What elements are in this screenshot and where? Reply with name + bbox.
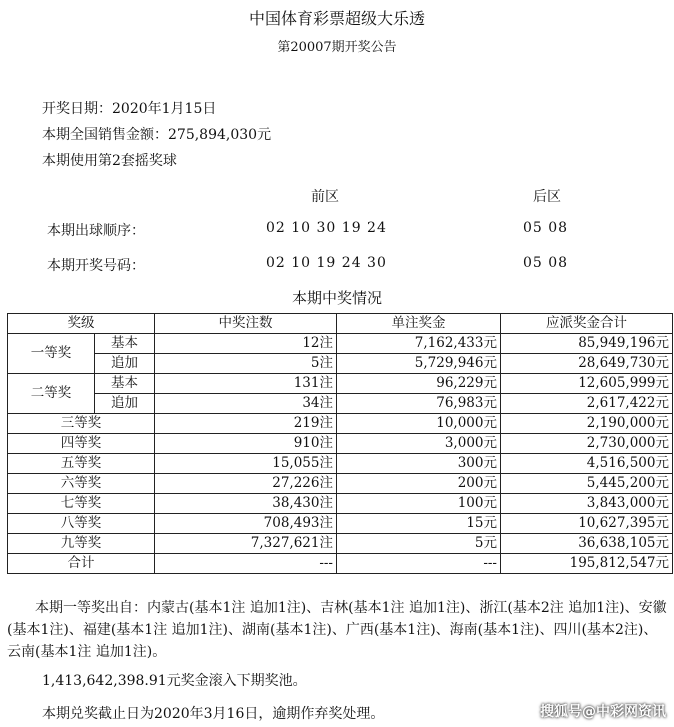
count-cell: 12注 [155, 334, 337, 354]
grand-total-cell: 195,812,547元 [501, 554, 673, 574]
draw-date: 开奖日期：2020年1月15日 [42, 101, 217, 117]
count-cell: 708,493注 [155, 514, 337, 534]
draw-order-label: 本期出球顺序： [47, 223, 145, 239]
count-cell: 15,055注 [155, 454, 337, 474]
sub-level-cell: 追加 [95, 394, 155, 414]
level-cell: 二等奖 [8, 374, 95, 414]
winning-numbers-label: 本期开奖号码： [47, 258, 145, 274]
count-cell: 34注 [155, 394, 337, 414]
table-row [8, 474, 673, 494]
table-header-row [8, 314, 673, 334]
count-cell: 910注 [155, 434, 337, 454]
count-cell: 7,327,621注 [155, 534, 337, 554]
winning-back-numbers: 05 08 [523, 255, 569, 271]
total-cell: 2,190,000元 [501, 414, 673, 434]
unit-cell: 3,000元 [337, 434, 501, 454]
back-zone-label: 后区 [533, 189, 561, 205]
table-row [8, 514, 673, 534]
table-total-row [8, 554, 673, 574]
header-count: 中奖注数 [155, 314, 337, 334]
count-cell: 5注 [155, 354, 337, 374]
header-total: 应派奖金合计 [501, 314, 673, 334]
total-cell: 10,627,395元 [501, 514, 673, 534]
unit-cell: 10,000元 [337, 414, 501, 434]
sub-level-cell: 基本 [95, 334, 155, 354]
count-cell: 131注 [155, 374, 337, 394]
total-cell: 2,617,422元 [501, 394, 673, 414]
count-cell: 38,430注 [155, 494, 337, 514]
level-cell: 五等奖 [8, 454, 155, 474]
unit-cell: 200元 [337, 474, 501, 494]
count-cell: 27,226注 [155, 474, 337, 494]
sub-level-cell: 基本 [95, 374, 155, 394]
winning-front-numbers: 02 10 19 24 30 [266, 255, 387, 271]
source-watermark: 搜狐号@中彩网资讯 [540, 704, 666, 720]
table-row [8, 334, 673, 354]
unit-cell: 300元 [337, 454, 501, 474]
front-zone-label: 前区 [311, 189, 339, 205]
unit-cell: 96,229元 [337, 374, 501, 394]
unit-cell: 100元 [337, 494, 501, 514]
level-cell: 一等奖 [8, 334, 95, 374]
table-row [8, 494, 673, 514]
table-row [8, 454, 673, 474]
draw-order-back: 05 08 [523, 220, 569, 236]
total-label-cell: 合计 [8, 554, 155, 574]
count-cell: --- [155, 554, 337, 574]
level-cell: 三等奖 [8, 414, 155, 434]
unit-cell: --- [337, 554, 501, 574]
sales-amount: 本期全国销售金额：275,894,030元 [42, 127, 272, 143]
unit-cell: 7,162,433元 [337, 334, 501, 354]
first-prize-winners: 本期一等奖出自：内蒙古(基本1注 追加1注)、吉林(基本1注 追加1注)、浙江(基本2注 追加1注)、安徽(基本1注)、福建(基本1注 追加1注)、湖南(基本1注)、广西(基本1注)、海南(基本1注)、四川(基本2注)、云南(基本1注 追加1注)。 [7, 600, 667, 660]
header-level: 奖级 [8, 314, 155, 334]
ball-set: 本期使用第2套摇奖球 [42, 153, 177, 169]
unit-cell: 5,729,946元 [337, 354, 501, 374]
pool-rollover: 1,413,642,398.91元奖金滚入下期奖池。 [42, 673, 307, 689]
total-cell: 28,649,730元 [501, 354, 673, 374]
level-cell: 九等奖 [8, 534, 155, 554]
unit-cell: 76,983元 [337, 394, 501, 414]
total-cell: 5,445,200元 [501, 474, 673, 494]
header-unit-prize: 单注奖金 [337, 314, 501, 334]
prize-table [7, 313, 673, 574]
claim-deadline: 本期兑奖截止日为2020年3月16日，逾期作弃奖处理。 [42, 706, 385, 722]
table-row [8, 354, 673, 374]
count-cell: 219注 [155, 414, 337, 434]
sub-level-cell: 追加 [95, 354, 155, 374]
unit-cell: 15元 [337, 514, 501, 534]
table-row [8, 534, 673, 554]
issue-subtitle: 第20007期开奖公告 [277, 40, 397, 55]
table-row [8, 414, 673, 434]
total-cell: 4,516,500元 [501, 454, 673, 474]
table-row [8, 434, 673, 454]
total-cell: 3,843,000元 [501, 494, 673, 514]
table-row [8, 374, 673, 394]
total-cell: 2,730,000元 [501, 434, 673, 454]
level-cell: 六等奖 [8, 474, 155, 494]
total-cell: 12,605,999元 [501, 374, 673, 394]
draw-order-front: 02 10 30 19 24 [266, 220, 387, 236]
table-row [8, 394, 673, 414]
total-cell: 36,638,105元 [501, 534, 673, 554]
level-cell: 八等奖 [8, 514, 155, 534]
unit-cell: 5元 [337, 534, 501, 554]
prize-section-title: 本期中奖情况 [291, 289, 382, 307]
level-cell: 七等奖 [8, 494, 155, 514]
level-cell: 四等奖 [8, 434, 155, 454]
total-cell: 85,949,196元 [501, 334, 673, 354]
page-title: 中国体育彩票超级大乐透 [248, 9, 425, 28]
